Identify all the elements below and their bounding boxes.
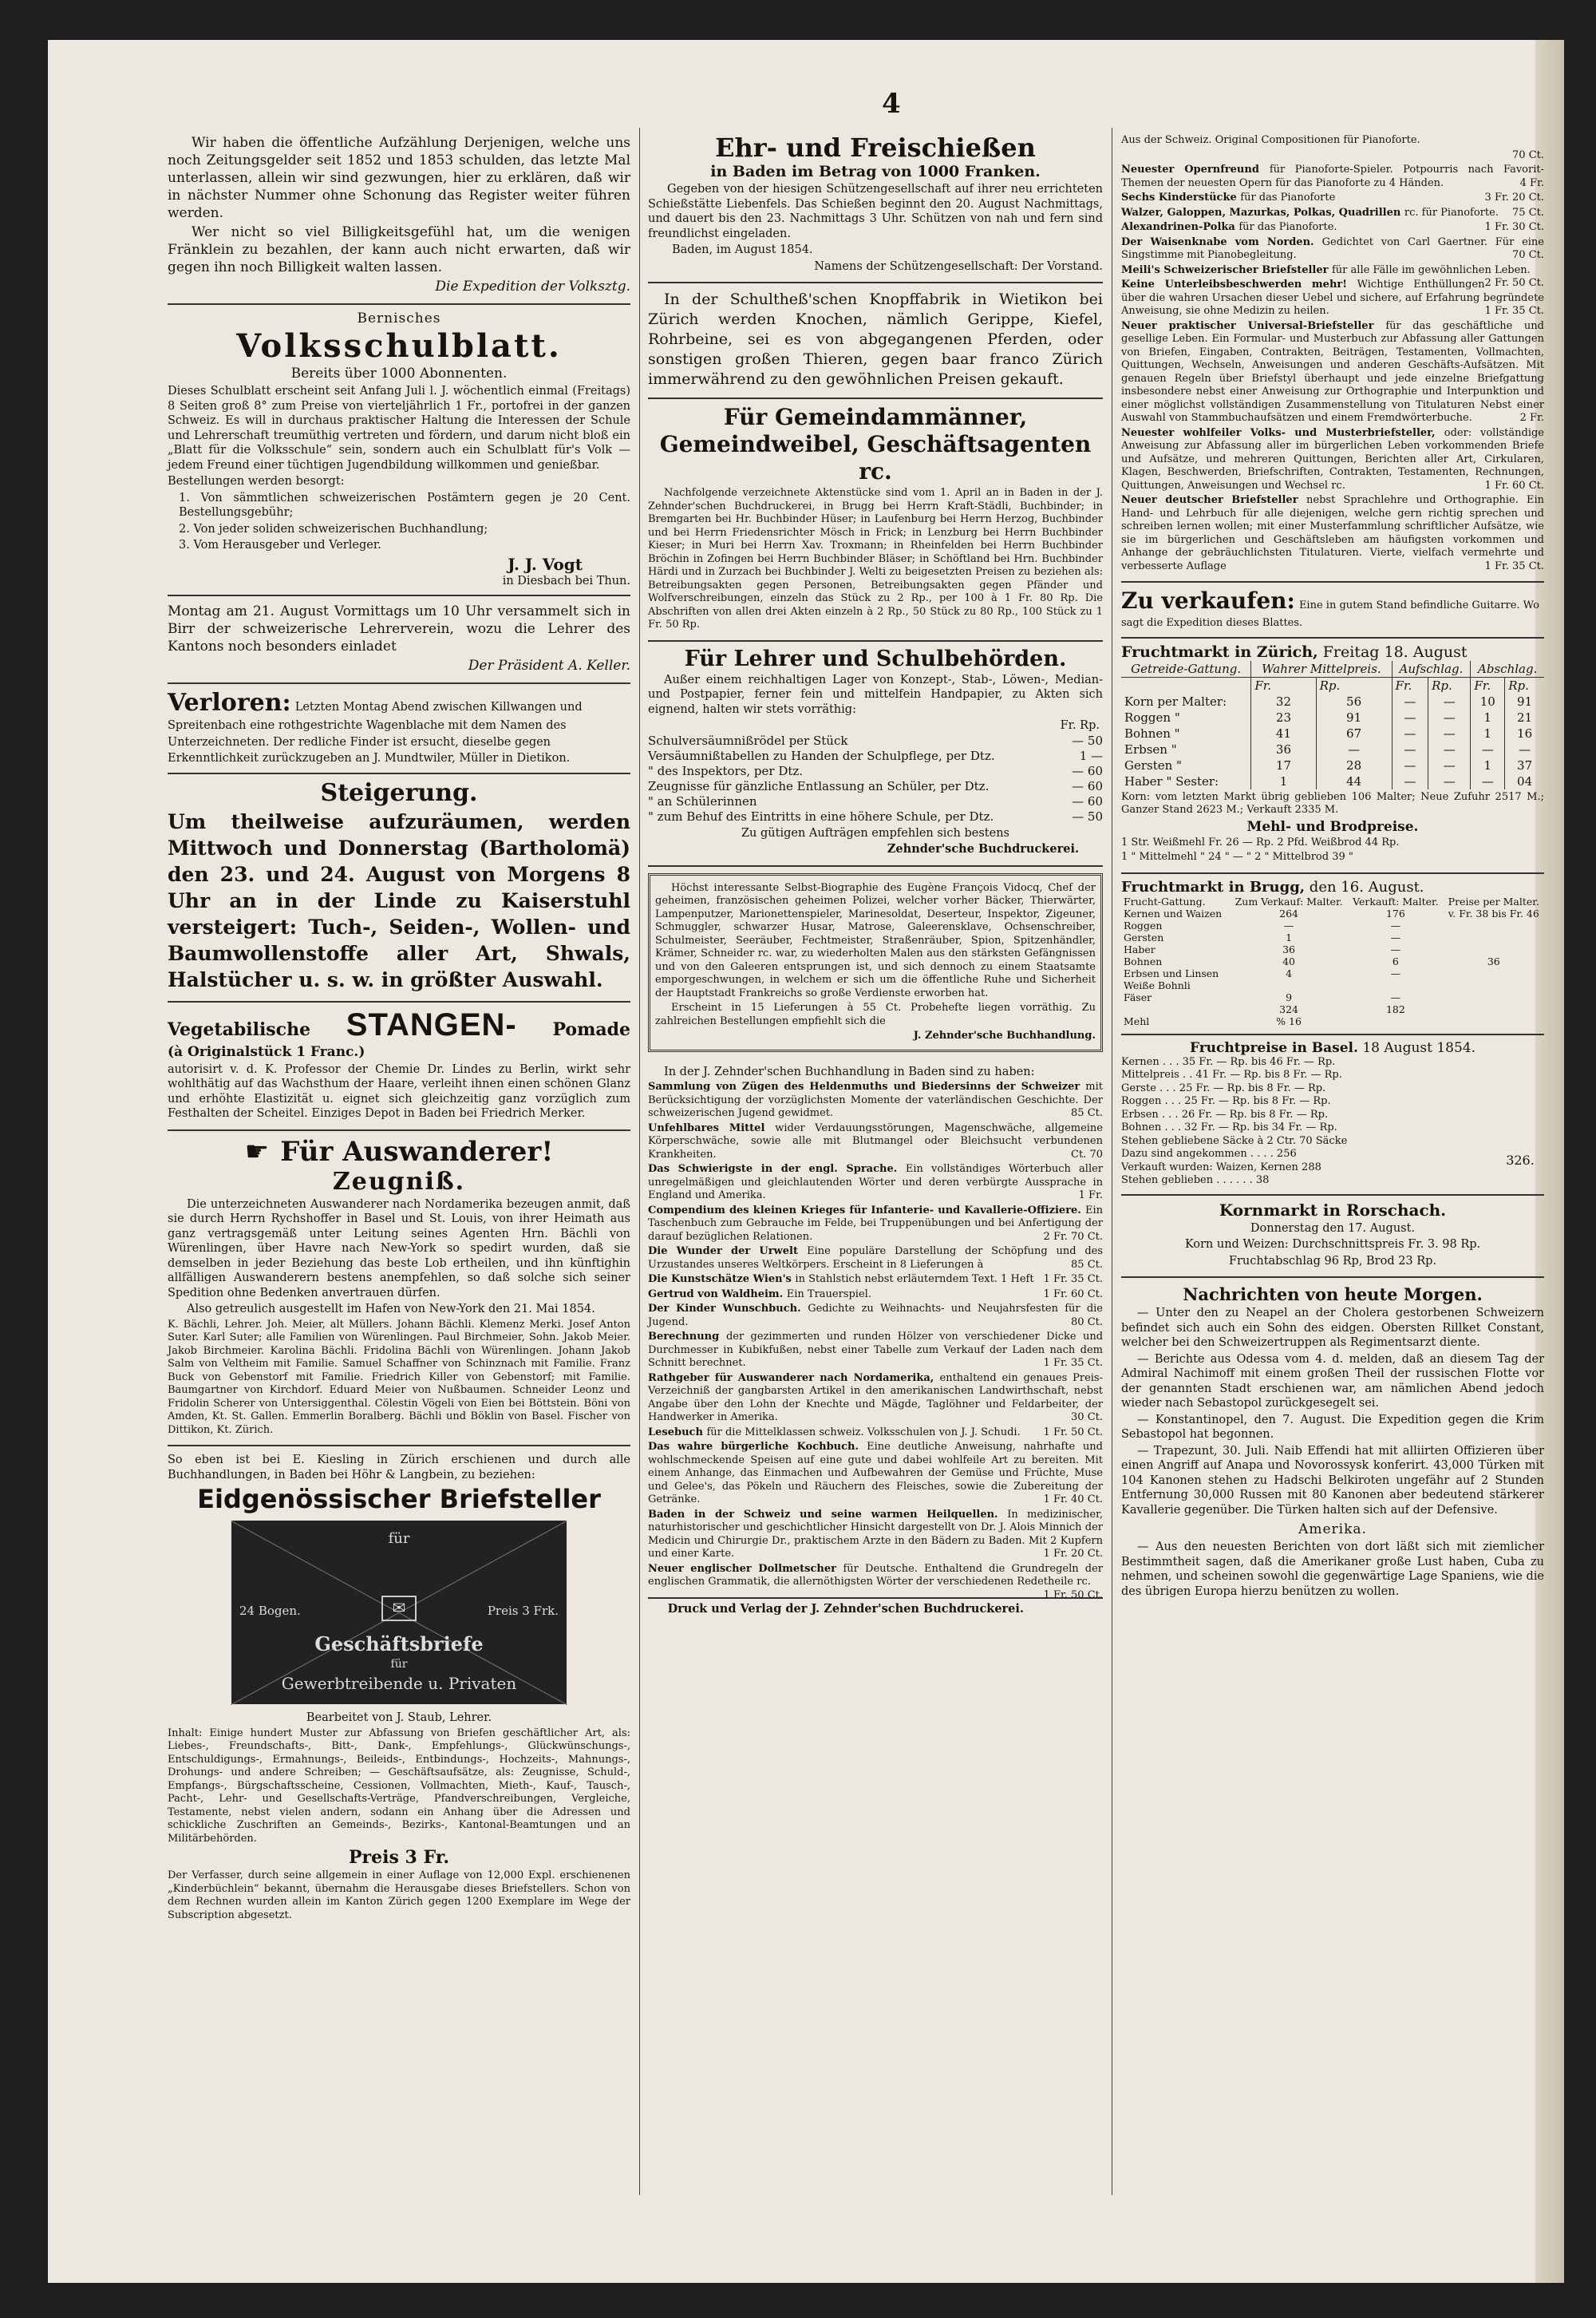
zuerich-subheader-cell: Fr.	[1392, 677, 1428, 694]
book-item	[648, 1288, 1103, 1302]
steigerung-ad: Steigerung. Um theilweise aufzuräumen, werden Mittwoch und Donnerstag (Bartholomä) den 23. und 24. August von Morgens 8 Uhr an in der Linde zu Kaiserstuhl versteigert: Tuch-, Seiden-, Wollen- und Baumwollenstoffe aller Art, Shwals, Halstücher u. s. w. in größter Auswahl.	[168, 774, 630, 1003]
news-item: — Unter den zu Neapel an der Cholera gestorbenen Schweizern befindet sich auch ein Sohn des eidgen. Obersten Rillket Constant, welcher bei den Schweizertruppen als Regimentsarzt diente.	[1121, 1307, 1544, 1349]
brugg-table-cell: 36	[1487, 955, 1500, 967]
brugg-table-cell: 182	[1385, 1003, 1405, 1015]
price-list-row	[648, 779, 1103, 794]
book-description: Ein Trauerspiel.	[786, 1288, 871, 1300]
zuerich-table-cell: 67	[1316, 726, 1392, 742]
zuerich-price-table: Getreide-Gattung. Wahrer Mittelpreis. Aufschlag. Abschlag. Fr. Rp. Fr. Rp. Fr. Rp. Korn per Malter: 32 56 — — 10 91 Roggen " 23 91 — — 1 21 Bohnen " 41 67 — — 1 16 Erbsen " 36 — — — — — Gersten " 17 28 — — 1 37 Haber " Sester: 1 44 — — — 04	[1121, 661, 1544, 789]
zuerich-table-cell: —	[1392, 742, 1428, 758]
brugg-table-row	[1121, 920, 1544, 932]
zuerich-table-cell: 1	[1471, 726, 1505, 742]
column-3	[1121, 128, 1544, 1600]
book-price: 1 Fr. 50 Ct.	[1043, 1426, 1103, 1438]
book-description: Eine populäre Darstellung der Schöpfung und des Urzustandes unseres Weltkörpers. Erscheint in 8 Lieferungen à	[648, 1245, 1103, 1271]
book-item	[648, 1562, 1103, 1601]
music-price: 1 Fr. 60 Ct.	[1484, 479, 1544, 492]
book-description: mit Berücksichtigung der vorzüglichsten Momente der vaterländischen Geschichte. Der schweizerischen Jugend gewidmet.	[648, 1081, 1103, 1119]
music-item	[1121, 494, 1544, 573]
book-item	[648, 1245, 1103, 1272]
book-price: 85 Ct.	[1071, 1258, 1103, 1271]
zuerich-table-cell: —	[1471, 742, 1505, 758]
brugg-table-row	[1121, 1003, 1544, 1015]
zuerich-table-cell: 28	[1316, 758, 1392, 773]
zuerich-table-cell: 91	[1505, 694, 1544, 710]
price-item-value: — 60	[1072, 763, 1103, 778]
basel-price-row: Gerste . . . 25 Fr. — Rp. bis 8 Fr. — Rp.	[1121, 1082, 1326, 1094]
briefsteller-title: Eidgenössischer Briefsteller	[197, 1484, 601, 1514]
music-title: Neuer praktischer Universal-Briefsteller	[1121, 319, 1386, 332]
zuerich-table-cell: Gersten "	[1124, 758, 1182, 773]
music-price: 1 Fr. 35 Ct.	[1484, 305, 1544, 317]
music-price: 2 Fr. 50 Ct.	[1484, 277, 1544, 289]
price-list-row	[648, 749, 1103, 764]
book-title: Rathgeber für Auswanderer nach Nordamerika,	[648, 1371, 940, 1384]
fruchtmarkt-brugg: Fruchtmarkt in Brugg, den 16. August. Frucht-Gattung. Zum Verkauf: Malter. Verkauft: Malter. Preise per Malter. Kernen und Waizen 264 176 v. Fr. 38 bis Fr. 46 Roggen — — Gersten 1 — Haber 36 — Bohnen 40 6 36 Erbsen und Linsen 4 — Weiße Bohnli Fäser 9 — 324 182 Mehl % 16	[1121, 874, 1544, 1035]
zuerich-table-row	[1121, 726, 1544, 742]
music-description: Wichtige Enthüllungen über die wahren Ursachen dieser Uebel und sichere, auf Erfahrung begründete Anweisung, sie ohne Medizin zu heilen.	[1121, 279, 1544, 317]
basel-total-row: Stehen geblieben . . . . . . 38	[1121, 1174, 1270, 1186]
zuerich-table-cell: —	[1392, 710, 1428, 726]
volksschulblatt-ad: Bernisches Volksschulblatt. Bereits über 1000 Abonnenten. Dieses Schulblatt erscheint seit Anfang Juli l. J. wöchentlich einmal (Freitags) 8 Seiten groß 8° zum Preise von vierteljährlich 1 Fr., portofrei in der ganzen Schweiz. Es will in durchaus praktischer Haltung die Interessen der Schule und Lehrerschaft treumüthig vertreten und fördern, und darum nicht bloß ein „Blatt für die Volksschule“ sein, sondern auch ein Schulblatt für's Volk — jedem Freund einer tüchtigen Jugendbildung willkommen und genießbar. Bestellungen werden besorgt: 1. Von sämmtlichen schweizerischen Postämtern gegen je 20 Cent. Bestellungsgebühr; 2. Von jeder soliden schweizerischen Buchhandlung; 3. Vom Herausgeber und Verleger. J. J. Vogt in Diesbach bei Thun.	[168, 305, 630, 596]
zuerich-table-cell: —	[1392, 726, 1428, 742]
music-title: Neuer deutscher Briefsteller	[1121, 494, 1307, 506]
zuerich-table-cell: Roggen "	[1124, 710, 1180, 725]
zuerich-table-cell: 1	[1251, 773, 1316, 789]
brugg-table-cell: v. Fr. 38 bis Fr. 46	[1448, 907, 1539, 920]
book-description: Eine deutliche Anweisung, nahrhafte und wohlschmeckende Speisen auf eine gute und dabei wohlfeile Art zu bereiten. Mit einem Anhange, das Einmachen und Aufbewahren der Gemüse und Früchte, Muse und Gelee's, das Pökeln und Räuchern des Fleisches, sowie die Zubereitung der Getränke.	[648, 1441, 1103, 1505]
book-item	[648, 1509, 1103, 1561]
book-description: für Deutsche. Enthaltend die Grundregeln der englischen Grammatik, die allernöthigsten Wörter der verschiedenen Redetheile rc.	[648, 1562, 1103, 1588]
book-title: Sammlung von Zügen des Heldenmuths und Biedersinns der Schweizer	[648, 1081, 1086, 1093]
brugg-table-cell: 36	[1282, 943, 1295, 955]
music-item	[1121, 236, 1544, 263]
book-item	[648, 1303, 1103, 1329]
book-price: 1 Fr. 35 Ct.	[1043, 1357, 1103, 1369]
brugg-table-cell: Bohnen	[1124, 955, 1163, 967]
column-rule-1	[639, 128, 640, 2195]
music-description: rc. für Pianoforte.	[1404, 206, 1499, 219]
book-item	[648, 1081, 1103, 1121]
zuerich-table-cell: —	[1428, 758, 1471, 773]
zuerich-table-cell: 16	[1505, 726, 1544, 742]
brugg-table-cell: 1	[1286, 931, 1293, 943]
music-item	[1121, 164, 1544, 190]
book-title: Lesebuch	[648, 1426, 707, 1438]
brugg-table-cell: —	[1390, 931, 1401, 943]
brugg-table-cell	[1444, 943, 1544, 955]
book-price: 2 Fr. 70 Ct.	[1043, 1230, 1103, 1243]
zuerich-subheader-cell	[1121, 677, 1251, 694]
brugg-table-row	[1121, 908, 1544, 920]
music-title: Meili's Schweizerischer Briefsteller	[1121, 263, 1332, 276]
music-description: für das Pianoforte	[1240, 192, 1336, 204]
news-item: — Trapezunt, 30. Juli. Naib Effendi hat mit alliirten Offizieren über einen Angriff auf Anapa und Novorossysk konferirt. 43,000 Türken mit 104 Kanonen stehen zu Hadschi Belkiroten ungefähr auf 2 Stunden Entfernung 30,000 Russen mit 80 Kanonen aber bedeutend stärkerer Kavallerie gegenüber. Die Türken halten sich auf der Defensive.	[1121, 1444, 1544, 1517]
music-price: 2 Fr.	[1519, 412, 1544, 424]
book-item	[648, 1122, 1103, 1162]
book-price: 1 Fr. 50 Ct.	[1043, 1588, 1103, 1601]
price-item-label: " zum Behuf des Eintritts in eine höhere Schule, per Dtz.	[648, 809, 994, 824]
brugg-table-cell: Roggen	[1124, 919, 1163, 932]
book-description: für die Mittelklassen schweiz. Volksschulen von J. J. Schudi.	[706, 1426, 1021, 1438]
zuerich-table-row	[1121, 694, 1544, 710]
zuerich-table-row	[1121, 710, 1544, 726]
fruchtpreise-basel: Fruchtpreise in Basel. 18 August 1854. Kernen . . . 35 Fr. — Rp. bis 46 Fr. — Rp. Mittelpreis . . 41 Fr. — Rp. bis 8 Fr. — Rp. Gerste . . . 25 Fr. — Rp. bis 8 Fr. — Rp. Roggen . . . 25 Fr. — Rp. bis 8 Fr. — Rp. Erbsen . . . 26 Fr. — Rp. bis 8 Fr. — Rp. Bohnen . . . 32 Fr. — Rp. bis 34 Fr. — Rp. Stehen gebliebene Säcke à 2 Ctr. 70 Säcke Dazu sind angekommen . . . . 256 Verkauft wurden: Waizen, Kernen 288 Stehen geblieben . . . . . . 38 326.	[1121, 1035, 1544, 1196]
music-description: oder: vollständige Anweisung zur Abfassung aller im bürgerlichen Leben vorkommenden Briefe und Aufsätze, und mehreren Quittungen, Berichten aller Art, Cirkularen, Klagen, Beschwerden, Briefschriften, Contrakten, Testamenten, Rechnungen, Quittungen, Anweisungen und Wechsel rc.	[1121, 426, 1544, 492]
price-item-value: — 50	[1072, 733, 1103, 748]
seal-icon: ✉	[381, 1596, 417, 1621]
basel-total-row: Dazu sind angekommen . . . . 256	[1121, 1148, 1297, 1160]
zuerich-subheader-cell: Rp.	[1316, 677, 1392, 694]
price-list-row	[648, 809, 1103, 825]
zuerich-table-cell: 32	[1251, 694, 1316, 710]
brugg-table-cell: % 16	[1276, 1015, 1302, 1027]
book-price: 1 Fr. 35 Ct.	[1043, 1273, 1103, 1285]
news-section: Nachrichten von heute Morgen. — Unter den zu Neapel an der Cholera gestorbenen Schweizern befindet sich auch ein Sohn des eidgen. Obersten Rillket Constant, welcher bei den Schweizertruppen als Regimentsarzt diente. — Berichte aus Odessa vom 4. d. melden, daß an diesem Tag der Admiral Nachimoff mit einem großen Theil der russischen Flotte vor der genannten Stadt erschienen war, am nämlichen Abend jedoch wieder nach Sebastopol zurückgesegelt sei. — Konstantinopel, den 7. August. Die Expedition gegen die Krim Sebastopol hat begonnen. — Trapezunt, 30. Juli. Naib Effendi hat mit alliirten Offizieren über einen Angriff auf Anapa und Novorossysk konferirt. 43,000 Türken mit 104 Kanonen stehen zu Hadschi Belkiroten ungefähr auf 2 Stunden Entfernung 30,000 Russen mit 80 Kanonen aber bedeutend stärkerer Kavallerie gegenüber. Die Türken halten sich auf der Defensive. Amerika. — Aus den neuesten Berichten von dort läßt sich mit ziemlicher Bestimmtheit sagen, daß die Amerikaner große Lust haben, Cuba zu nehmen, und scheinen sowohl die gegenwärtige Lage Spaniens, wie die des übrigen Europa hierzu benützen zu wollen.	[1121, 1284, 1544, 1598]
basel-totals	[1121, 1135, 1496, 1188]
music-title: Alexandrinen-Polka	[1121, 221, 1239, 233]
zuerich-table-cell: Korn per Malter:	[1124, 694, 1227, 709]
zuerich-subheader-cell: Rp.	[1505, 677, 1544, 694]
brugg-table-cell: 40	[1282, 955, 1295, 967]
zuerich-table-cell: —	[1428, 710, 1471, 726]
book-item	[648, 1372, 1103, 1425]
zuerich-subheader-row	[1121, 677, 1544, 694]
basel-price-row: Bohnen . . . 32 Fr. — Rp. bis 34 Fr. — Rp.	[1121, 1121, 1337, 1133]
brugg-table-cell: 324	[1279, 1003, 1298, 1015]
brugg-table-cell: 4	[1286, 967, 1293, 979]
brugg-table-cell: Erbsen und Linsen	[1124, 967, 1219, 979]
book-description: in Stahlstich nebst erläuterndem Text. 1 Heft	[795, 1273, 1034, 1285]
music-ads: Aus der Schweiz. Original Compositionen für Pianoforte. 70 Ct. Neuester Opernfreund für Pianoforte-Spieler. Potpourris nach Favorit-Themen der neuesten Opern für das Pianoforte zu 4 Händen. 4 Fr. Sechs Kinderstücke für das Pianoforte 3 Fr. 20 Ct. Walzer, Galoppen, Mazurkas, Polkas, Quadrillen rc. für Pianoforte. 75 Ct. Alexandrinen-Polka für das Pianoforte. 1 Fr. 30 Ct. Der Waisenknabe vom Norden. Gedichtet von Carl Gaertner. Für eine Singstimme mit Pianobegleitung. 70 Ct. Meili's Schweizerischer Briefsteller für alle Fälle im gewöhnlichen Leben. 2 Fr. 50 Ct. Keine Unterleibsbeschwerden mehr! Wichtige Enthüllungen über die wahren Ursachen dieser Uebel und sichere, auf Erfahrung begründete Anweisung, sie ohne Medizin zu heilen. 1 Fr. 35 Ct. Neuer praktischer Universal-Briefsteller für das geschäftliche und gesellige Leben. Ein Formular- und Musterbuch zur Abfassung aller Gattungen von Briefen, Eingaben, Contrakten, Beiträgen, Testamenten, Vollmachten, Quittungen, Wechseln, Anweisungen und anderen Geschäfts-Aufsätzen. Mit genauen Regeln über Briefstyl überhaupt und jede einzelne Briefgattung insbesondere nebst einer Anweisung zur Orthographie und Interpunktion und einer möglichst vollständigen Zusammenstellung von Titulaturen Nebst einer Auswahl von Stammbuchaufsätzen und einem Fremdwörterbuche. 2 Fr. Neuester wohlfeiler Volks- und Musterbriefsteller, oder: vollständige Anweisung zur Abfassung aller im bürgerlichen Leben vorkommenden Briefe und Aufsätze, und mehreren Quittungen, Berichten aller Art, Cirkularen, Klagen, Beschwerden, Briefschriften, Contrakten, Testamenten, Rechnungen, Quittungen, Anweisungen und Wechsel rc. 1 Fr. 60 Ct. Neuer deutscher Briefsteller nebst Sprachlehre und Orthographie. Ein Hand- und Lehrbuch für alle diejenigen, welche gern richtig sprechen und schreiben lernen wollen; mit einer Musterfammlung schriftlicher Aufsätze, wie sie im bürgerlichen und Geschäftsleben am häufigsten vorkommen und Anhange der gebräuchlichsten Titulaturen. Vierte, vielfach vermehrte und verbesserte Auflage 1 Fr. 35 Ct.	[1121, 128, 1544, 583]
freischiessen-ad: Ehr- und Freischießen in Baden im Betrag von 1000 Franken. Gegeben von der hiesigen Schützengesellschaft auf ihrer neu errichteten Schießstätte Liebenfels. Das Schießen beginnt den 20. August Nachmittags, und dauert bis den 23. Nachmittags 3 Uhr. Schützen von nah und fern sind freundlichst eingeladen. Baden, im August 1854. Namens der Schützengesellschaft: Der Vorstand.	[648, 128, 1103, 283]
music-price: 4 Fr.	[1519, 176, 1544, 189]
book-item	[648, 1426, 1103, 1440]
music-item	[1121, 192, 1544, 205]
price-list-row	[648, 764, 1103, 779]
music-description: für Pianoforte-Spieler. Potpourris nach Favorit-Themen der neuesten Opern für das Pianoforte zu 4 Händen.	[1121, 164, 1544, 189]
music-item	[1121, 221, 1544, 235]
music-price: 3 Fr. 20 Ct.	[1484, 192, 1544, 204]
zuerich-table-row	[1121, 758, 1544, 773]
book-title: Die Wunder der Urwelt	[648, 1245, 808, 1257]
book-item	[648, 1331, 1103, 1371]
zuerich-table-row	[1121, 773, 1544, 789]
zu-verkaufen-ad: Zu verkaufen: Eine in gutem Stand befindliche Guitarre. Wo sagt die Expedition dieses Blattes.	[1121, 583, 1544, 639]
pomade-ad: Vegetabilische STANGEN- Pomade (à Originalstück 1 Franc.) autorisirt v. d. K. Professor der Chemie Dr. Lindes zu Berlin, wirkt sehr wohlthätig auf das Wachsthum der Haare, verleiht ihnen einen schönen Glanz und erhöhte Elastizität u. eignet sich gleichzeitig ganz vorzüglich zum Festhalten der Scheitel. Einziges Depot in Baden bei Friedrich Merker.	[168, 1003, 630, 1131]
zuerich-subheader-cell: Fr.	[1251, 677, 1316, 694]
music-description: für alle Fälle im gewöhnlichen Leben.	[1332, 263, 1531, 276]
music-item	[1121, 207, 1544, 220]
price-list-row	[648, 734, 1103, 749]
zuerich-table-cell: 91	[1316, 710, 1392, 726]
book-title: Neuer englischer Dollmetscher	[648, 1562, 843, 1575]
zuerich-table-cell: 44	[1316, 773, 1392, 789]
price-list	[648, 734, 1103, 825]
price-item-value: — 60	[1072, 778, 1103, 793]
basel-total-row: Verkauft wurden: Waizen, Kernen 288	[1121, 1161, 1321, 1173]
brugg-table-cell: 264	[1279, 907, 1298, 920]
basel-price-row: Kernen . . . 35 Fr. — Rp. bis 46 Fr. — Rp.	[1121, 1055, 1336, 1068]
brugg-table-row	[1121, 967, 1544, 979]
basel-price-row: Erbsen . . . 26 Fr. — Rp. bis 8 Fr. — Rp.	[1121, 1108, 1329, 1121]
music-description: Gedichtet von Carl Gaertner. Für eine Singstimme mit Pianobegleitung.	[1121, 235, 1544, 261]
brugg-table-cell: 6	[1392, 955, 1399, 967]
zehnder-books-ad: In der J. Zehnder'schen Buchhandlung in Baden sind zu haben: Sammlung von Zügen des Heldenmuths und Biedersinns der Schweizer mit Berücksichtigung der vorzüglichsten Momente der vaterländischen Geschichte. Der schweizerischen Jugend gewidmet. 85 Ct. Unfehlbares Mittel wider Verdauungsstörungen, Magenschwäche, allgemeine Körperschwäche, sowie alle mit Blutmangel oder Bleichsucht verbundenen Krankheiten. Ct. 70 Das Schwierigste in der engl. Sprache. Ein vollständiges Wörterbuch aller unregelmäßigen und gleichlautenden Wörter und deren verbürgte Aussprache in England und Amerika. 1 Fr. Compendium des kleinen Krieges für Infanterie- und Kavallerie-Offiziere. Ein Taschenbuch zum Gebrauche im Felde, bei Truppenübungen und bei Anfertigung der darauf bezüglichen Relationen. 2 Fr. 70 Ct. Die Wunder der Urwelt Eine populäre Darstellung der Schöpfung und des Urzustandes unseres Weltkörpers. Erscheint in 8 Lieferungen à 85 Ct. Die Kunstschätze Wien's in Stahlstich nebst erläuterndem Text. 1 Heft 1 Fr. 35 Ct. Gertrud von Waldheim. Ein Trauerspiel. 1 Fr. 60 Ct. Der Kinder Wunschbuch. Gedichte zu Weihnachts- und Neujahrsfesten für die Jugend. 80 Ct. Berechnung der gezimmerten und runden Hölzer von verschiedener Dicke und Durchmesser in Kubikfußen, nebst einer Tabelle zum Verkauf der Laden nach dem Schnitt berechnet. 1 Fr. 35 Ct. Rathgeber für Auswanderer nach Nordamerika, enthaltend ein genaues Preis-Verzeichniß der gangbarsten Artikel in den amerikanischen Landwirthschaft, nebst Angabe über den Lohn der Knechte und Mägde, Taglöhner und Feldarbeiter, der Handwerker in Amerika. 30 Ct. Lesebuch für die Mittelklassen schweiz. Volksschulen von J. J. Schudi. 1 Fr. 50 Ct. Das wahre bürgerliche Kochbuch. Eine deutliche Anweisung, nahrhafte und wohlschmeckende Speisen auf eine gute und dabei wohlfeile Art zu bereiten. Mit einem Anhange, das Einmachen und Aufbewahren der Gemüse und Früchte, Muse und Gelee's, das Pökeln und Räuchern des Fleisches, sowie die Zubereitung der Getränke. 1 Fr. 40 Ct. Baden in der Schweiz und seine warmen Heilquellen. In medizinischer, naturhistorischer und geschichtlicher Hinsicht dargestellt von Dr. J. Alois Minnich der Medicin und Chirurgie Dr., praktischem Arzte in den Bädern zu Baden. Mit 2 Kupfern und einer Karte. 1 Fr. 20 Ct. Neuer englischer Dollmetscher für Deutsche. Enthaltend die Grundregeln der englischen Grammatik, die allernöthigsten Wörter der verschiedenen Redetheile rc. 1 Fr. 50 Ct.	[648, 1058, 1103, 1599]
lehrerverein-notice: Montag am 21. August Vormittags um 10 Uhr versammelt sich in Birr der schweizerische Lehrerverein, wozu die Lehrer des Kantons noch besonders einladet Der Präsident A. Keller.	[168, 596, 630, 684]
price-item-value: — 60	[1072, 793, 1103, 809]
briefsteller-ad: So eben ist bei E. Kiesling in Zürich erschienen und durch alle Buchhandlungen, in Baden bei Höhr & Langbein, zu beziehen: Eidgenössischer Briefsteller für 24 Bogen. Preis 3 Frk. ✉ Geschäftsbriefe für Gewerbtreibende u. Privaten Bearbeitet von J. Staub, Lehrer. Inhalt: Einige hundert Muster zur Abfassung von Briefen geschäftlicher Art, als: Liebes-, Freundschafts-, Bitt-, Dank-, Empfehlungs-, Glückwünschungs-, Entschuldigungs-, Ermahnungs-, Beileids-, Entbindungs-, Hochzeits-, Mahnungs-, Drohungs- und andere Schreiben; — Geschäftsaufsätze, als: Zeugnisse, Schuld-, Empfangs-, Bürgschaftsscheine, Cessionen, Vollmachten, Mieth-, Kauf-, Tausch-, Pacht-, Lehr- und Gesellschafts-Verträge, Pfandverschreibungen, Vergleiche, Testamente, nebst vielen andern, sodann ein Anhang über die Adressen und schickliche Zuschriften an Gemeinds-, Bezirks-, Kantonal-Beamtungen und an Militärbehörden. Preis 3 Fr. Der Verfasser, durch seine allgemein in einer Auflage von 12,000 Expl. erschienenen „Kinderbüchlein“ bekannt, übernahm die Herausgabe dieses Briefstellers. Schon von dem Rechnen wurden allein im Kanton Zürich gegen 1200 Exemplare im Wege der Subscription abgesetzt.	[168, 1454, 630, 1921]
news-item: — Berichte aus Odessa vom 4. d. melden, daß an diesem Tag der Admiral Nachimoff mit einem großen Theil der russischen Flotte vor der genannten Stadt erschienen war, am nämlichen Abend jedoch wieder nach Sebastopol zurückgesegelt sei.	[1121, 1352, 1544, 1410]
zuerich-table-cell: 1	[1471, 710, 1505, 726]
basel-price-row: Roggen . . . 25 Fr. — Rp. bis 8 Fr. — Rp.	[1121, 1095, 1331, 1107]
gemeindammaenner-ad: Für Gemeindammänner, Gemeindweibel, Geschäftsagenten rc. Nachfolgende verzeichnete Aktenstücke sind vom 1. April an in Baden in der J. Zehnder'schen Buchdruckerei, in Brugg bei Herrn Kraft-Städli, Buchbinder; in Bremgarten bei Hr. Buchbinder Hüser; in Laufenburg bei Herrn Herzog, Buchbinder und bei Herrn Friedensrichter Mösch in Frick; in Lenzburg bei Herrn Buchbinder Kieser; in Muri bei Herrn Xav. Troxmann; in Rheinfelden bei Herrn Buchbinder Bröchin in Zofingen bei Herrn Buchbinder Bläser; in Schöftland bei Hrn. Buchbinder Härdi und in Zurzach bei Buchbinder J. Welti zu beigesetzten Preisen zu beziehen als: Betreibungsakten gegen Personen, Betreibungsakten gegen Pfänder und Wolfverschreibungen, einzeln das Stück zu 2 Rp., per 100 à 1 Fr. 80 Rp. Die Abschriften von allen drei Akten einzeln à 2 Rp., 50 Stück zu 80 Rp., 100 Stück zu 1 Fr. 50 Rp.	[648, 399, 1103, 642]
book-description: wider Verdauungsstörungen, Magenschwäche, allgemeine Körperschwäche, sowie alle mit Blutmangel oder Bleichsucht verbundenen Krankheiten.	[648, 1121, 1104, 1161]
zuerich-table-cell: 17	[1251, 758, 1316, 773]
book-title: Unfehlbares Mittel	[648, 1121, 776, 1134]
book-price: 85 Ct.	[1071, 1107, 1103, 1119]
book-description: Ein vollständiges Wörterbuch aller unregelmäßigen und gleichlautenden Wörter und deren verbürgte Aussprache in England und Amerika.	[648, 1163, 1104, 1201]
zuerich-table-cell: 10	[1471, 694, 1505, 710]
zuerich-table-cell: —	[1392, 773, 1428, 789]
brugg-table-cell	[1348, 979, 1443, 991]
book-title: Das Schwierigste in der engl. Sprache.	[648, 1163, 906, 1175]
zuerich-table-cell: Erbsen "	[1124, 742, 1177, 757]
brugg-table-cell: Mehl	[1124, 1015, 1150, 1027]
basel-price-list	[1121, 1056, 1544, 1135]
music-price: 1 Fr. 30 Ct.	[1484, 221, 1544, 233]
brugg-table-cell	[1348, 1015, 1443, 1027]
page-number: 4	[882, 88, 901, 120]
book-title: Der Kinder Wunschbuch.	[648, 1303, 808, 1315]
brugg-table-cell	[1444, 920, 1544, 932]
zuerich-subheader-cell: Rp.	[1428, 677, 1471, 694]
brugg-table-cell: Gersten	[1124, 931, 1164, 943]
zuerich-table-cell: 1	[1471, 758, 1505, 773]
book-price: 1 Fr. 40 Ct.	[1043, 1493, 1103, 1505]
brugg-table-cell	[1444, 1003, 1544, 1015]
zuerich-table-cell: —	[1392, 694, 1428, 710]
brugg-table-row	[1121, 955, 1544, 967]
brugg-table-cell: —	[1390, 919, 1401, 932]
brugg-table-row	[1121, 943, 1544, 955]
zuerich-table-cell: —	[1316, 742, 1392, 758]
brugg-table-cell: —	[1390, 967, 1401, 979]
brugg-table-cell: —	[1390, 991, 1401, 1003]
book-title: Die Kunstschätze Wien's	[648, 1273, 796, 1285]
music-list	[1121, 164, 1544, 573]
news-list	[1121, 1306, 1544, 1517]
book-description: In medizinischer, naturhistorischer und geschichtlicher Hinsicht dargestellt von Dr. J. Alois Minnich der Medicin und Chirurgie Dr., praktischem Arzte in den Bädern zu Baden. Mit 2 Kupfern und einer Karte.	[648, 1508, 1103, 1560]
zuerich-table-cell: —	[1428, 773, 1471, 789]
basel-total-row: Stehen gebliebene Säcke à 2 Ctr. 70 Säcke	[1121, 1134, 1348, 1147]
music-price: 75 Ct.	[1512, 206, 1544, 219]
price-item-value: — 50	[1072, 809, 1103, 824]
music-item	[1121, 427, 1544, 493]
book-list	[648, 1081, 1104, 1601]
book-description: Ein Taschenbuch zum Gebrauche im Felde, bei Truppenübungen und bei Anfertigung der darauf bezüglichen Relationen.	[648, 1204, 1103, 1243]
brugg-table-cell	[1444, 979, 1544, 991]
book-item	[648, 1163, 1103, 1203]
book-item	[648, 1204, 1103, 1244]
book-title: Das wahre bürgerliche Kochbuch.	[648, 1441, 867, 1453]
verloren-notice: Verloren: Letzten Montag Abend zwischen Killwangen und Spreitenbach eine rothgestrichte Wagenblache mit dem Namen des Unterzeichneten. Der redliche Finder ist ersucht, dieselbe gegen Erkenntlichkeit zurückzugeben an J. Mundtwiler, Müller in Dietikon.	[168, 684, 630, 774]
book-price: 1 Fr. 60 Ct.	[1043, 1288, 1103, 1300]
brugg-table-cell: Fäser	[1124, 991, 1152, 1003]
zuerich-table-cell: —	[1392, 758, 1428, 773]
book-item	[648, 1273, 1103, 1287]
kornmarkt-rorschach: Kornmarkt in Rorschach. Donnerstag den 17. August. Korn und Weizen: Durchschnittspreis Fr. 3. 98 Rp. Fruchtabschlag 96 Rp, Brod 23 Rp.	[1121, 1196, 1544, 1279]
zuerich-table-row	[1121, 742, 1544, 758]
price-item-label: Versäumnißtabellen zu Handen der Schulpflege, per Dtz.	[648, 748, 995, 763]
knopffabrik-ad: In der Schultheß'schen Knopffabrik in Wietikon bei Zürich werden Knochen, nämlich Gerippe, Kiefel, Rohrbeine, sei es von abgegangenen Pferden, oder sonstigen großen Thieren, gegen baar franco Zürich immerwährend zu den gewöhnlichen Preisen gekauft.	[648, 283, 1103, 399]
music-description: für das geschäftliche und gesellige Leben. Ein Formular- und Musterbuch zur Abfassung aller Gattungen von Briefen, Eingaben, Contrakten, Beiträgen, Testamenten, Vollmachten, Quittungen, Wechseln, Anweisungen und anderen Geschäfts-Aufsätzen. Mit genauen Regeln über Briefstyl überhaupt und jede einzelne Briefgattung insbesondere nebst einer Anweisung zur Orthographie und Interpunktion und einer möglichst vollständigen Zusammenstellung von Titulaturen Nebst einer Auswahl von Stammbuchaufsätzen und einem Fremdwörterbuche.	[1121, 319, 1544, 424]
fruchtmarkt-zuerich: Fruchtmarkt in Zürich, Freitag 18. August Getreide-Gattung. Wahrer Mittelpreis. Aufschlag. Abschlag. Fr. Rp. Fr. Rp. Fr. Rp. Korn per Malter: 32 56 — — 10 91 Roggen " 23 91 — — 1 21 Bohnen " 41 67 — — 1 16 Erbsen " 36 — — — — — Gersten " 17 28 — — 1 37 Haber " Sester: 1 44 — — — 04 Korn: vom letzten Markt übrig geblieben 106 Malter; Neue Zufuhr 2517 M.; Ganzer Stand 2623 M.; Verkauft 2335 M. Mehl- und Brodpreise. 1 Str. Weißmehl Fr. 26 — Rp. 2 Pfd. Weißbrod 44 Rp. 1 " Mittelmehl " 24 " — " 2 " Mittelbrod 39 "	[1121, 639, 1544, 874]
brugg-table-row	[1121, 979, 1544, 991]
brugg-table-cell: —	[1390, 943, 1401, 955]
music-description: für das Pianoforte.	[1238, 221, 1337, 233]
book-price: 80 Ct.	[1071, 1315, 1103, 1328]
music-price: 1 Fr. 35 Ct.	[1484, 560, 1544, 572]
brugg-table-cell	[1444, 1015, 1544, 1027]
music-title: Keine Unterleibsbeschwerden mehr!	[1121, 279, 1357, 291]
lehrer-schulbehoerden-ad: Für Lehrer und Schulbehörden. Außer einem reichhaltigen Lager von Konzept-, Stab-, Löwen-, Median- und Postpapier, ferner fein und mittelfein Handpapier, zu Akten sich eignend, halten wir stets vorräthig: Fr. Rp. Schulversäumnißrödel per Stück — 50 Versäumnißtabellen zu Handen der Schulpflege, per Dtz. 1 — " des Inspektors, per Dtz. — 60 Zeugnisse für gänzliche Entlassung an Schüler, per Dtz. — 60 " an Schülerinnen — 60 " zum Behuf des Eintritts in eine höhere Schule, per Dtz. — 50 Zu gütigen Aufträgen empfehlen sich bestens Zehnder'sche Buchdruckerei.	[648, 642, 1103, 867]
zuerich-table-cell: 56	[1316, 694, 1392, 710]
zuerich-table-cell: 36	[1251, 742, 1316, 758]
music-title: Sechs Kinderstücke	[1121, 192, 1241, 204]
book-description: Gedichte zu Weihnachts- und Neujahrsfesten für die Jugend.	[648, 1303, 1103, 1328]
expedition-notice: Wir haben die öffentliche Aufzählung Derjenigen, welche uns noch Zeitungsgelder seit 1852 und 1853 schulden, das letzte Mal unterlassen, allein wir sind gezwungen, hier zu erklären, daß wir in nächster Nummer ohne Schonung das Register weiter führen werden. Wer nicht so viel Billigkeitsgefühl hat, um die wenigen Fränklein zu bezahlen, der kann auch nicht erwarten, daß wir gegen ihn noch Billigkeit walten lassen. Die Expedition der Volksztg.	[168, 128, 630, 305]
book-title: Compendium des kleinen Krieges für Infanterie- und Kavallerie-Offiziere.	[648, 1204, 1085, 1216]
zuerich-table-cell: —	[1428, 742, 1471, 758]
zuerich-table-cell: —	[1471, 773, 1505, 789]
price-item-label: " an Schülerinnen	[648, 793, 757, 809]
volksschulblatt-title: Volksschulblatt.	[236, 327, 562, 365]
music-title: Der Waisenknabe vom Norden.	[1121, 235, 1322, 248]
price-item-label: Zeugnisse für gänzliche Entlassung an Schüler, per Dtz.	[648, 778, 990, 793]
brugg-table-cell	[1230, 979, 1348, 991]
price-item-label: " des Inspektors, per Dtz.	[648, 763, 804, 778]
music-title: Walzer, Galoppen, Mazurkas, Polkas, Quadrillen	[1121, 206, 1404, 219]
music-description: nebst Sprachlehre und Orthographie. Ein Hand- und Lehrbuch für alle diejenigen, welche gern richtig sprechen und schreiben lernen wollen; mit einer Musterfammlung schriftlicher Aufsätze, wie sie im bürgerlichen und Geschäftsleben am häufigsten vorkommen und Anhange der gebräuchlichsten Titulaturen. Vierte, vielfach vermehrte und verbesserte Auflage	[1121, 494, 1544, 572]
brugg-table-cell: —	[1283, 919, 1294, 932]
music-item	[1121, 279, 1544, 318]
auswanderer-ad: ☛ Für Auswanderer! Zeugniß. Die unterzeichneten Auswanderer nach Nordamerika bezeugen anmit, daß sie durch Herrn Rychshoffer in Basel und St. Louis, von ihrer Heimath aus ganz vertragsgemäß unter Leitung seines Agenten Hrn. Bächli von Würenlingen, über Havre nach New-York so spedirt wurden, daß sie demselben in jeder Beziehung das beste Lob ertheilen, und ihn künftighin allfälligen Auswanderern bestens anempfehlen, so daß solche sich seiner Spedition ohne Bedenken anvertrauen dürfen. Also getreulich ausgestellt im Hafen von New-York den 21. Mai 1854. K. Bächli, Lehrer. Joh. Meier, alt Müllers. Johann Bächli. Klemenz Merki. Josef Anton Suter. Karl Suter; alle Familien von Würenlingen. Paul Birchmeier, Sohn. Jakob Meier. Jakob Birchmeier. Karolina Bächli. Fridolina Bächli von Würenlingen. Johann Jakob Salm von Veltheim mit Familie. Samuel Schaffner von Schinznach mit Familie. Franz Buck von Gebenstorf mit Familie. Friedrich Killer von Gebenstorf; mit Familie. Baumgartner von Kirchdorf. Eduard Meier von Nußbaumen. Schneider Leonz und Fridolin Scherer von Untersiggenthal. Cölestin Vögeli von Eien bei Böttstein. Böni von Amden, Kt. St. Gallen. Emmerlin Boralberg. Bächli und Böklin von Basel. Fischer von Dittikon, Kt. Zürich.	[168, 1131, 630, 1447]
zuerich-table-cell: —	[1505, 742, 1544, 758]
zuerich-table-cell: —	[1428, 726, 1471, 742]
book-price: 30 Ct.	[1071, 1411, 1103, 1423]
zuerich-table-cell: 37	[1505, 758, 1544, 773]
zuerich-table-cell: 23	[1251, 710, 1316, 726]
brugg-table-cell	[1444, 967, 1544, 979]
book-price: 1 Fr.	[1078, 1189, 1103, 1201]
music-price: 70 Ct.	[1512, 249, 1544, 261]
column-1	[168, 128, 630, 1924]
brugg-table-row	[1121, 991, 1544, 1003]
brugg-table-cell	[1444, 932, 1544, 943]
price-item-label: Schulversäumnißrödel per Stück	[648, 733, 848, 748]
vidocq-ad: Höchst interessante Selbst-Biographie des Eugène François Vidocq, Chef der geheimen, französischen geheimen Polizei, welcher vorher Bäcker, Thierwärter, Lampenputzer, Marionettenspieler, Marinesoldat, Deserteur, Inspektor, Zigeuner, Schmuggler, schwarzer Husar, Matrose, Galeerensklave, Ochsenschreiber, Schulmeister, Seeräuber, Fechtmeister, Straßenräuber, Spion, Spitzenhändler, Krämer, Schneider rc. war, zu wiederholten Malen aus den stärksten Gefängnissen und von den Galeeren entsprungen ist, und sich dennoch zu einem Staatsamte emporgeschwungen, in welchem er sich um die öffentliche Ruhe und Sicherheit der Hauptstadt Frankreichs so große Verdienste erworben hat. Erscheint in 15 Lieferungen à 55 Ct. Probehefte liegen vorräthig. Zu zahlreichen Bestellungen empfiehlt sich die J. Zehnder'sche Buchhandlung.	[648, 867, 1103, 1058]
zuerich-table-cell: Bohnen "	[1124, 726, 1180, 741]
price-item-value: 1 —	[1079, 748, 1103, 763]
book-title: Berechnung	[648, 1331, 726, 1343]
brugg-table-cell: Kernen und Waizen	[1124, 907, 1223, 920]
brugg-table-cell: Haber	[1124, 943, 1156, 955]
music-title: Neuester Opernfreund	[1121, 164, 1270, 176]
zuerich-table-cell: 41	[1251, 726, 1316, 742]
news-item: — Konstantinopel, den 7. August. Die Expedition gegen die Krim Sebastopol hat begonnen.	[1121, 1413, 1544, 1441]
book-description: enthaltend ein genaues Preis-Verzeichniß der gangbarsten Artikel in den amerikanischen Landwirthschaft, nebst Angabe über den Lohn der Knechte und Mägde, Taglöhner und Feldarbeiter, der Handwerker in Amerika.	[648, 1371, 1103, 1423]
zuerich-table-cell: Haber " Sester:	[1124, 773, 1219, 789]
book-price: Ct. 70	[1071, 1148, 1103, 1161]
brugg-table-row	[1121, 932, 1544, 943]
brugg-table-cell	[1121, 1003, 1230, 1015]
column-2	[648, 128, 1103, 1616]
pointing-hand-icon: ☛	[244, 1135, 270, 1168]
music-title: Neuester wohlfeiler Volks- und Musterbriefsteller,	[1121, 426, 1444, 439]
book-price: 1 Fr. 20 Ct.	[1043, 1548, 1103, 1560]
zuerich-subheader-cell: Fr.	[1471, 677, 1505, 694]
book-title: Baden in der Schweiz und seine warmen Heilquellen.	[648, 1508, 1008, 1521]
envelope-illustration: für 24 Bogen. Preis 3 Frk. ✉ Geschäftsbriefe für Gewerbtreibende u. Privaten	[231, 1521, 567, 1704]
zuerich-table-cell: —	[1428, 694, 1471, 710]
book-description: der gezimmerten und runden Hölzer von verschiedener Dicke und Durchmesser in Kubikfußen, nebst einer Tabelle zum Verkauf der Laden nach dem Schnitt berechnet.	[648, 1331, 1104, 1369]
brugg-table-cell: 9	[1286, 991, 1293, 1003]
price-list-row	[648, 794, 1103, 809]
zuerich-table-cell: 04	[1505, 773, 1544, 789]
basel-price-row: Mittelpreis . . 41 Fr. — Rp. bis 8 Fr. — Rp.	[1121, 1069, 1342, 1081]
imprint: Druck und Verlag der J. Zehnder'schen Buchdruckerei.	[667, 1601, 1024, 1616]
book-item	[648, 1441, 1103, 1507]
book-title: Gertrud von Waldheim.	[648, 1288, 787, 1300]
brugg-table-row	[1121, 1015, 1544, 1027]
music-item	[1121, 320, 1544, 425]
brugg-table-cell: 176	[1385, 907, 1405, 920]
brugg-table-cell	[1444, 991, 1544, 1003]
zuerich-table-cell: 21	[1505, 710, 1544, 726]
brugg-price-table: Frucht-Gattung. Zum Verkauf: Malter. Verkauft: Malter. Preise per Malter. Kernen und Waizen 264 176 v. Fr. 38 bis Fr. 46 Roggen — — Gersten 1 — Haber 36 — Bohnen 40 6 36 Erbsen und Linsen 4 — Weiße Bohnli Fäser 9 — 324 182 Mehl % 16	[1121, 896, 1544, 1027]
brugg-table-cell: Weiße Bohnli	[1124, 979, 1191, 991]
newspaper-page	[48, 40, 1564, 2283]
